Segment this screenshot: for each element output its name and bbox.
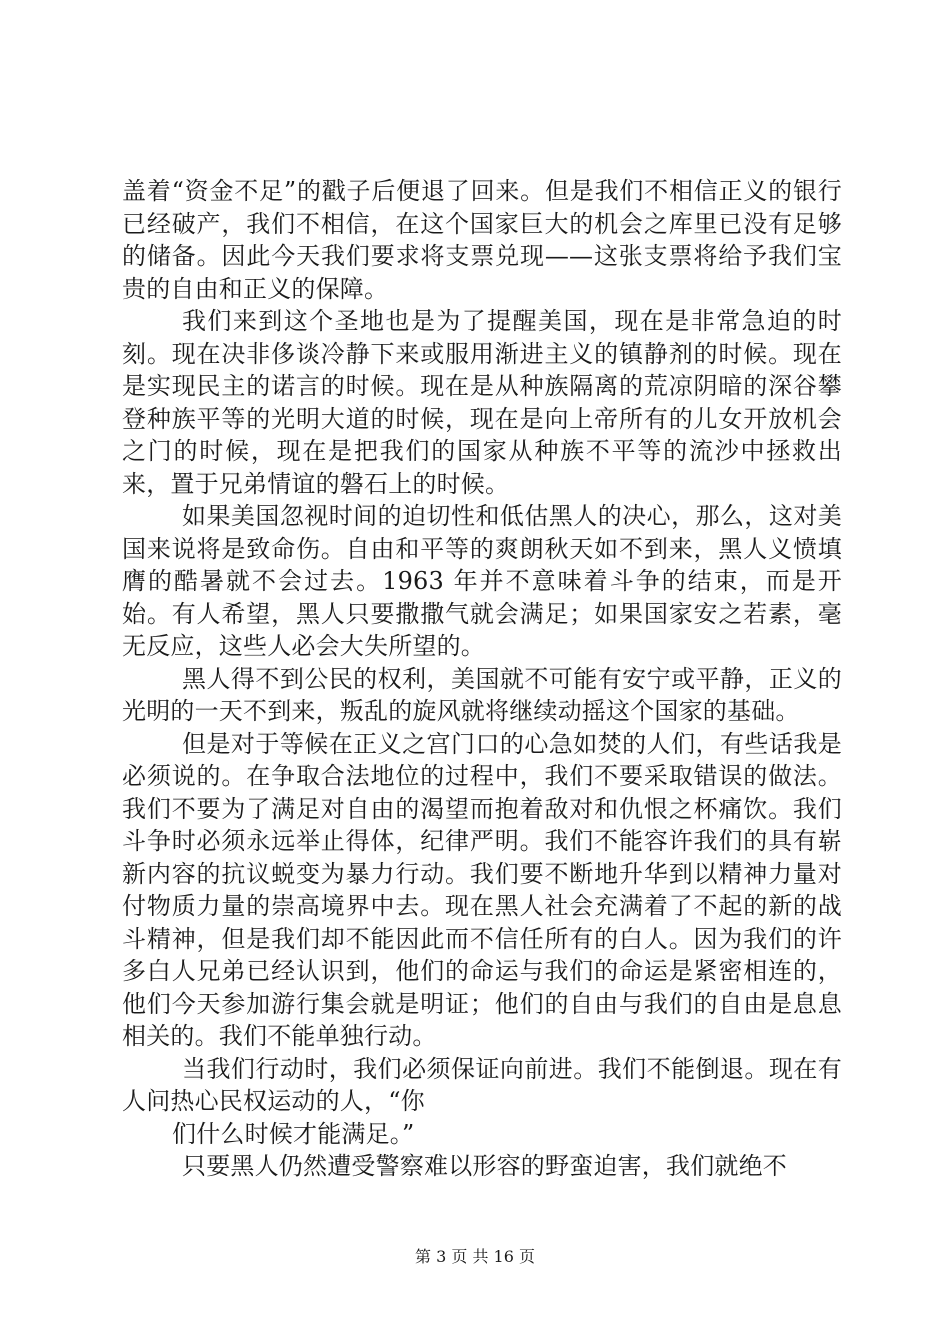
- paragraph: 们什么时候才能满足。”: [172, 1119, 415, 1148]
- paragraph: 黑人得不到公民的权利，美国就不可能有安宁或平静，正义的光明的一天不到来，叛乱的旋风就将继续动摇这个国家的基础。: [122, 664, 842, 725]
- paragraph: 但是对于等候在正义之宫门口的心急如焚的人们，有些话我是必须说的。在争取合法地位的过程中，我们不要采取错误的做法。我们不要为了满足对自由的渴望而抱着敌对和仇恨之杯痛饮。我们斗争时必须永远举止得体，纪律严明。我们不能容许我们的具有崭新内容的抗议蜕变为暴力行动。我们要不断地升华到以精神力量对付物质力量的崇高境界中去。现在黑人社会充满着了不起的新的战斗精神，但是我们却不能因此而不信任所有的白人。因为我们的许多白人兄弟已经认识到，他们的命运与我们的命运是紧密相连的，他们今天参加游行集会就是明证；他们的自由与我们的自由是息息相关的。我们不能单独行动。: [122, 729, 842, 1050]
- document-body: [122, 175, 842, 1183]
- paragraph: 我们来到这个圣地也是为了提醒美国，现在是非常急迫的时刻。现在决非侈谈冷静下来或服用渐进主义的镇静剂的时候。现在是实现民主的诺言的时候。现在是从种族隔离的荒凉阴暗的深谷攀登种族平等的光明大道的时候，现在是向上帝所有的儿女开放机会之门的时候，现在是把我们的国家从种族不平等的流沙中拯救出来，置于兄弟情谊的磐石上的时候。: [122, 307, 842, 498]
- paragraph: 只要黑人仍然遭受警察难以形容的野蛮迫害，我们就绝不: [182, 1152, 787, 1180]
- page-footer: 第 3 页 共 16 页: [415, 1247, 535, 1266]
- paragraph: 当我们行动时，我们必须保证向前进。我们不能倒退。现在有人问热心民权运动的人，“你: [122, 1054, 842, 1115]
- paragraph: 盖着“资金不足”的戳子后便退了回来。但是我们不相信正义的银行已经破产，我们不相信，在这个国家巨大的机会之库里已没有足够的储备。因此今天我们要求将支票兑现——这张支票将给予我们宝贵的自由和正义的保障。: [122, 177, 842, 303]
- paragraph: 如果美国忽视时间的迫切性和低估黑人的决心，那么，这对美国来说将是致命伤。自由和平等的爽朗秋天如不到来，黑人义愤填膺的酷暑就不会过去。1963 年并不意味着斗争的结束，而是开始。有人希望，黑人只要撒撒气就会满足；如果国家安之若素，毫无反应，这些人必会大失所望的。: [122, 502, 842, 660]
